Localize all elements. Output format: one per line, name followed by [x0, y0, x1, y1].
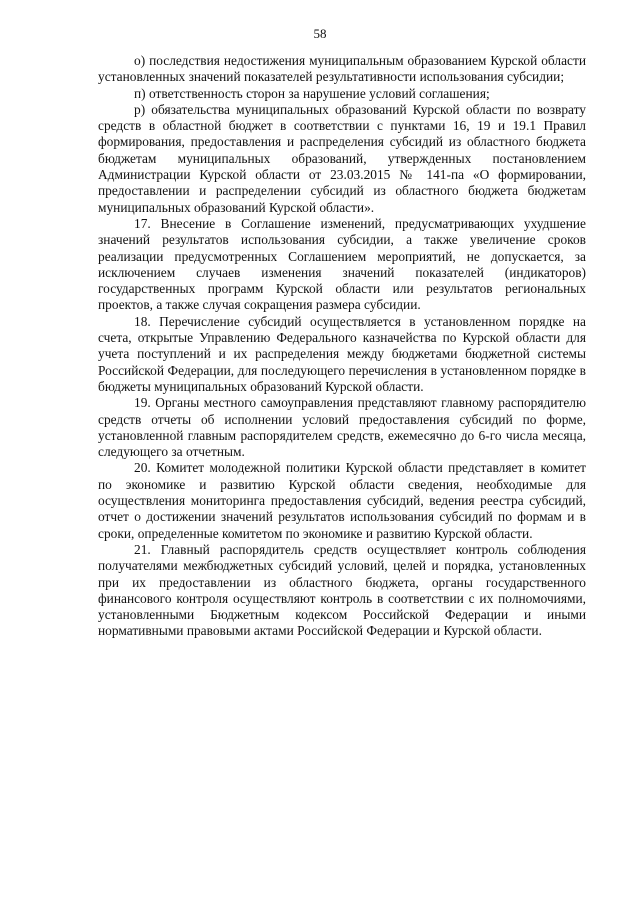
paragraph-18: 18. Перечисление субсидий осуществляется в установленном порядке на счета, открытые Управлению Федерального казначейства по Курской области для учета поступлений и их распределения между бюджетами бюджетной системы Российской Федерации, для последующего перечисления в установленном порядке в бюджеты муниципальных образований Курской области. — [98, 313, 586, 394]
document-body — [98, 53, 586, 640]
paragraph-19: 19. Органы местного самоуправления представляют главному распорядителю средств отчеты об исполнении условий предоставления субсидий по форме, установленной главным распорядителем средств, ежемесячно до 6-го числа месяца, следующего за отчетным. — [98, 395, 586, 460]
paragraph-r-obligations: р) обязательства муниципальных образований Курской области по возврату средств в областной бюджет в соответствии с пунктами 16, 19 и 19.1 Правил формирования, предоставления и распределения субсидий из областного бюджета бюджетам муниципальных образований, утвержденных постановлением Администрации Курской области от 23.03.2015 № 141-па «О формировании, предоставлении и распределении субсидий из областного бюджета бюджетам муниципальных образований Курской области». — [98, 101, 586, 215]
paragraph-21: 21. Главный распорядитель средств осуществляет контроль соблюдения получателями межбюджетных субсидий условий, целей и порядка, установленных при их предоставлении из областного бюджета, органы государственного финансового контроля осуществляют контроль в соответствии с их полномочиями, установленными Бюджетным кодексом Российской Федерации и иными нормативными правовыми актами Российской Федерации и Курской области. — [98, 541, 586, 639]
paragraph-o-consequences: о) последствия недостижения муниципальным образованием Курской области установленных значений показателей результативности использования субсидии; — [98, 53, 586, 85]
paragraph-p-responsibility: п) ответственность сторон за нарушение условий соглашения; — [134, 85, 490, 101]
paragraph-17: 17. Внесение в Соглашение изменений, предусматривающих ухудшение значений результатов использования субсидии, а также увеличение сроков реализации предусмотренных Соглашением мероприятий, не допускается, за исключением случаев изменения значений показателей (индикаторов) государственных программ Курской области или результатов региональных проектов, а также случая сокращения размера субсидии. — [98, 215, 586, 313]
paragraph-20: 20. Комитет молодежной политики Курской области представляет в комитет по экономике и развитию Курской области сведения, необходимые для осуществления мониторинга предоставления субсидий, ведения реестра субсидий, отчет о достижении значений результатов использования субсидий по формам и в сроки, определенные комитетом по экономике и развитию Курской области. — [98, 460, 586, 541]
page-number: 58 — [313, 26, 327, 41]
